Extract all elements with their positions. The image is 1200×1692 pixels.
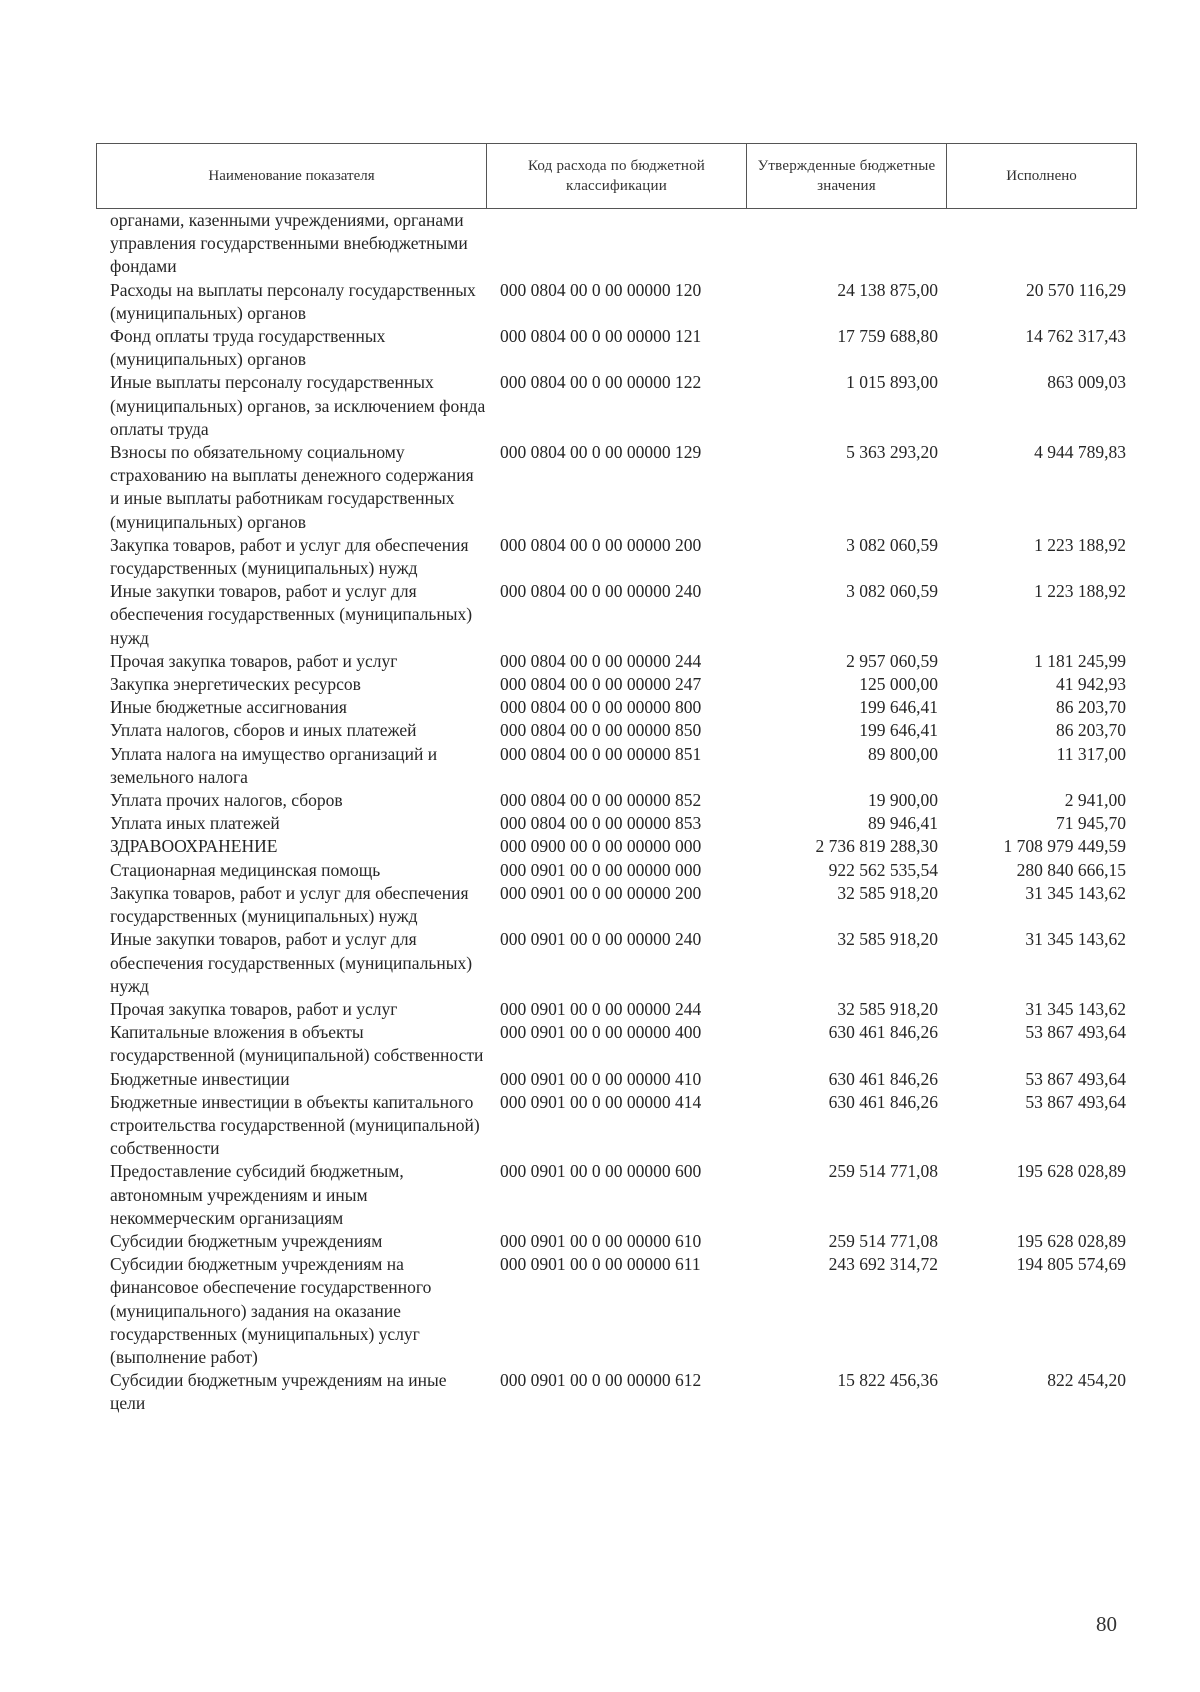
row-budget-code: 000 0900 00 0 00 00000 000 bbox=[500, 836, 702, 857]
row-name: органами, казенными учреждениями, органами управления государственными внебюджетными фондами bbox=[110, 210, 468, 277]
row-budget-code: 000 0901 00 0 00 00000 612 bbox=[500, 1370, 702, 1391]
row-name: Фонд оплаты труда государственных (муниципальных) органов bbox=[110, 326, 386, 370]
row-approved-value: 259 514 771,08 bbox=[828, 1230, 938, 1251]
row-approved-value: 2 736 819 288,30 bbox=[815, 836, 938, 857]
table-row bbox=[96, 928, 1136, 998]
row-name: Бюджетные инвестиции bbox=[110, 1068, 290, 1089]
row-approved-value: 630 461 846,26 bbox=[828, 1068, 938, 1089]
row-executed-value: 822 454,20 bbox=[1047, 1370, 1126, 1391]
row-executed-value: 1 223 188,92 bbox=[1034, 581, 1126, 602]
row-executed-value: 4 944 789,83 bbox=[1034, 442, 1126, 463]
row-budget-code: 000 0804 00 0 00 00000 800 bbox=[500, 697, 702, 718]
row-budget-code: 000 0804 00 0 00 00000 240 bbox=[500, 581, 702, 602]
row-name: Закупка товаров, работ и услуг для обеспечения государственных (муниципальных) нужд bbox=[110, 882, 469, 927]
row-approved-value: 630 461 846,26 bbox=[828, 1091, 938, 1112]
row-executed-value bbox=[946, 209, 1136, 279]
table-row bbox=[96, 325, 1136, 371]
row-budget-code: 000 0804 00 0 00 00000 129 bbox=[500, 442, 702, 463]
row-budget-code: 000 0901 00 0 00 00000 240 bbox=[500, 929, 702, 950]
row-approved-value: 89 946,41 bbox=[868, 813, 938, 834]
row-approved-value bbox=[746, 209, 946, 279]
row-name: Взносы по обязательному социальному страхованию на выплаты денежного содержания и иные выплаты работникам государственных (муниципальных) органов bbox=[110, 442, 474, 532]
row-executed-value: 31 345 143,62 bbox=[1025, 882, 1126, 903]
row-executed-value: 71 945,70 bbox=[1056, 813, 1126, 834]
row-approved-value: 89 800,00 bbox=[868, 743, 938, 764]
row-budget-code: 000 0804 00 0 00 00000 852 bbox=[500, 790, 702, 811]
row-approved-value: 5 363 293,20 bbox=[846, 442, 938, 463]
row-name: Капитальные вложения в объекты государственной (муниципальной) собственности bbox=[110, 1022, 484, 1066]
table-row bbox=[96, 534, 1136, 580]
row-executed-value: 53 867 493,64 bbox=[1025, 1068, 1126, 1089]
row-approved-value: 1 015 893,00 bbox=[846, 372, 938, 393]
table-row bbox=[96, 812, 1136, 835]
row-approved-value: 199 646,41 bbox=[859, 697, 938, 718]
budget-report-page bbox=[96, 143, 1136, 1416]
table-row bbox=[96, 1230, 1136, 1253]
row-name: Уплата налогов, сборов и иных платежей bbox=[110, 720, 417, 741]
row-executed-value: 14 762 317,43 bbox=[1025, 326, 1126, 347]
row-executed-value: 1 181 245,99 bbox=[1034, 650, 1126, 671]
row-name: Уплата налога на имущество организаций и земельного налога bbox=[110, 743, 438, 787]
row-budget-code: 000 0901 00 0 00 00000 400 bbox=[500, 1022, 702, 1043]
header-executed-column: Исполнено bbox=[947, 144, 1137, 209]
row-name: Иные выплаты персоналу государственных (муниципальных) органов, за исключением фонда оплаты труда bbox=[110, 372, 486, 439]
row-approved-value: 3 082 060,59 bbox=[846, 534, 938, 555]
row-name: Уплата прочих налогов, сборов bbox=[110, 790, 343, 811]
row-budget-code: 000 0901 00 0 00 00000 610 bbox=[500, 1230, 702, 1251]
row-executed-value: 86 203,70 bbox=[1056, 720, 1126, 741]
row-name: Уплата иных платежей bbox=[110, 813, 280, 834]
table-row bbox=[96, 1253, 1136, 1369]
table-row bbox=[96, 279, 1136, 325]
row-budget-code: 000 0901 00 0 00 00000 244 bbox=[500, 998, 702, 1019]
row-executed-value: 11 317,00 bbox=[1056, 743, 1126, 764]
table-row bbox=[96, 1068, 1136, 1091]
table-row bbox=[96, 743, 1136, 789]
row-name: Прочая закупка товаров, работ и услуг bbox=[110, 650, 398, 671]
row-budget-code: 000 0804 00 0 00 00000 850 bbox=[500, 720, 702, 741]
row-budget-code: 000 0901 00 0 00 00000 410 bbox=[500, 1068, 702, 1089]
row-approved-value: 32 585 918,20 bbox=[837, 998, 938, 1019]
row-executed-value: 1 708 979 449,59 bbox=[1003, 836, 1126, 857]
table-row bbox=[96, 441, 1136, 534]
row-approved-value: 3 082 060,59 bbox=[846, 581, 938, 602]
row-approved-value: 32 585 918,20 bbox=[837, 882, 938, 903]
row-budget-code: 000 0804 00 0 00 00000 200 bbox=[500, 534, 702, 555]
row-executed-value: 53 867 493,64 bbox=[1025, 1022, 1126, 1043]
row-approved-value: 199 646,41 bbox=[859, 720, 938, 741]
header-code-column: Код расхода по бюджетной классификации bbox=[487, 144, 747, 209]
row-approved-value: 259 514 771,08 bbox=[828, 1161, 938, 1182]
table-row bbox=[96, 859, 1136, 882]
row-name: Иные бюджетные ассигнования bbox=[110, 697, 347, 718]
table-row bbox=[96, 696, 1136, 719]
row-budget-code bbox=[486, 209, 746, 279]
row-budget-code: 000 0901 00 0 00 00000 000 bbox=[500, 859, 702, 880]
row-approved-value: 19 900,00 bbox=[868, 790, 938, 811]
table-header bbox=[96, 143, 1137, 209]
row-budget-code: 000 0901 00 0 00 00000 611 bbox=[500, 1254, 701, 1275]
header-name-column: Наименование показателя bbox=[97, 144, 487, 209]
row-budget-code: 000 0804 00 0 00 00000 120 bbox=[500, 279, 702, 300]
row-executed-value: 53 867 493,64 bbox=[1025, 1091, 1126, 1112]
row-executed-value: 195 628 028,89 bbox=[1016, 1230, 1126, 1251]
row-executed-value: 86 203,70 bbox=[1056, 697, 1126, 718]
header-approved-column: Утвержденные бюджетные значения bbox=[747, 144, 947, 209]
table-row bbox=[96, 209, 1136, 279]
row-executed-value: 280 840 666,15 bbox=[1016, 859, 1126, 880]
row-budget-code: 000 0901 00 0 00 00000 600 bbox=[500, 1161, 702, 1182]
row-name: Бюджетные инвестиции в объекты капитального строительства государственной (муниципальной) собственности bbox=[110, 1091, 480, 1159]
row-name: Предоставление субсидий бюджетным, автономным учреждениям и иным некоммерческим организациям bbox=[110, 1161, 404, 1228]
row-approved-value: 125 000,00 bbox=[859, 674, 938, 695]
table-row bbox=[96, 673, 1136, 696]
table-row bbox=[96, 371, 1136, 441]
table-row bbox=[96, 1160, 1136, 1230]
row-name: Расходы на выплаты персоналу государственных (муниципальных) органов bbox=[110, 279, 476, 323]
row-budget-code: 000 0804 00 0 00 00000 122 bbox=[500, 372, 702, 393]
row-approved-value: 17 759 688,80 bbox=[837, 326, 938, 347]
table-row bbox=[96, 789, 1136, 812]
row-executed-value: 1 223 188,92 bbox=[1034, 534, 1126, 555]
expenditure-table bbox=[96, 209, 1136, 1416]
row-approved-value: 922 562 535,54 bbox=[828, 859, 938, 880]
row-name: Закупка энергетических ресурсов bbox=[110, 674, 361, 695]
row-approved-value: 243 692 314,72 bbox=[828, 1254, 938, 1275]
row-budget-code: 000 0804 00 0 00 00000 121 bbox=[500, 326, 702, 347]
row-executed-value: 31 345 143,62 bbox=[1025, 929, 1126, 950]
table-row bbox=[96, 1021, 1136, 1067]
row-name: Стационарная медицинская помощь bbox=[110, 859, 381, 880]
row-executed-value: 863 009,03 bbox=[1047, 372, 1126, 393]
table-row bbox=[96, 882, 1136, 928]
table-row bbox=[96, 650, 1136, 673]
row-executed-value: 194 805 574,69 bbox=[1016, 1254, 1126, 1275]
row-approved-value: 630 461 846,26 bbox=[828, 1022, 938, 1043]
row-approved-value: 24 138 875,00 bbox=[837, 279, 938, 300]
table-row bbox=[96, 998, 1136, 1021]
row-budget-code: 000 0804 00 0 00 00000 851 bbox=[500, 743, 702, 764]
row-name: Субсидии бюджетным учреждениям на финансовое обеспечение государственного (муниципального) задания на оказание государственных (муниципальных) услуг (выполнение работ) bbox=[110, 1254, 432, 1367]
row-executed-value: 195 628 028,89 bbox=[1016, 1161, 1126, 1182]
row-executed-value: 31 345 143,62 bbox=[1025, 998, 1126, 1019]
table-row bbox=[96, 835, 1136, 858]
table-row bbox=[96, 1369, 1136, 1415]
table-row bbox=[96, 719, 1136, 742]
row-name: Прочая закупка товаров, работ и услуг bbox=[110, 998, 398, 1019]
row-name: Субсидии бюджетным учреждениям на иные цели bbox=[110, 1370, 447, 1414]
row-name: Субсидии бюджетным учреждениям bbox=[110, 1230, 383, 1251]
row-name: Закупка товаров, работ и услуг для обеспечения государственных (муниципальных) нужд bbox=[110, 534, 469, 579]
row-name: ЗДРАВООХРАНЕНИЕ bbox=[110, 836, 278, 857]
row-budget-code: 000 0901 00 0 00 00000 200 bbox=[500, 882, 702, 903]
row-approved-value: 15 822 456,36 bbox=[837, 1370, 938, 1391]
row-executed-value: 2 941,00 bbox=[1064, 790, 1126, 811]
row-budget-code: 000 0804 00 0 00 00000 247 bbox=[500, 674, 702, 695]
row-budget-code: 000 0804 00 0 00 00000 853 bbox=[500, 813, 702, 834]
row-approved-value: 32 585 918,20 bbox=[837, 929, 938, 950]
table-row bbox=[96, 1091, 1136, 1161]
row-budget-code: 000 0901 00 0 00 00000 414 bbox=[500, 1091, 702, 1112]
row-budget-code: 000 0804 00 0 00 00000 244 bbox=[500, 650, 702, 671]
page-number: 80 bbox=[1096, 1612, 1117, 1636]
row-executed-value: 41 942,93 bbox=[1056, 674, 1126, 695]
row-executed-value: 20 570 116,29 bbox=[1026, 279, 1126, 300]
expenditure-rows bbox=[96, 209, 1136, 1416]
table-row bbox=[96, 580, 1136, 650]
row-approved-value: 2 957 060,59 bbox=[846, 650, 938, 671]
row-name: Иные закупки товаров, работ и услуг для обеспечения государственных (муниципальных) нужд bbox=[110, 929, 473, 996]
row-name: Иные закупки товаров, работ и услуг для обеспечения государственных (муниципальных) нужд bbox=[110, 581, 473, 648]
